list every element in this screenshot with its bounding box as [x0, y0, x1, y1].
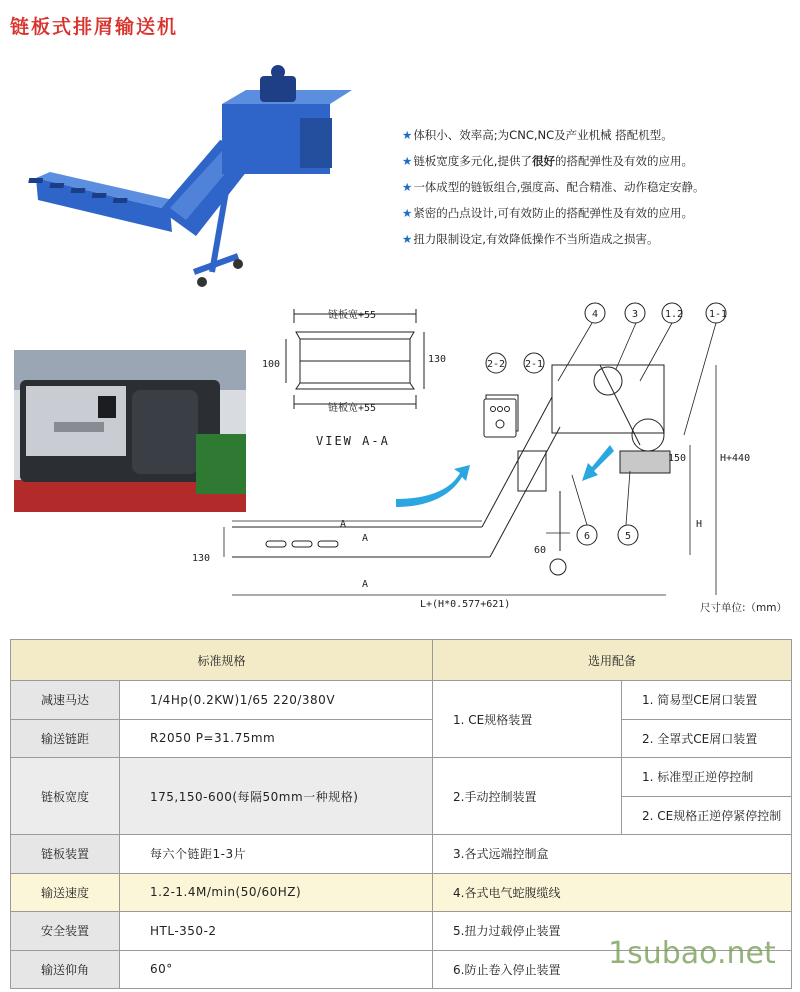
view-a-a-section — [286, 309, 424, 409]
row-value: 1.2-1.4M/min(50/60HZ) — [120, 873, 433, 912]
row-value: R2050 P=31.75mm — [120, 719, 433, 758]
table-row — [11, 719, 792, 758]
side-view — [232, 365, 670, 575]
dim-a-bottom: A — [362, 579, 369, 590]
return-flow-arrow — [582, 445, 614, 481]
right-height-dim: 130 — [428, 354, 447, 365]
row-value: 1/4Hp(0.2KW)1/65 220/380V — [120, 681, 433, 720]
chip-flow-arrow — [396, 465, 470, 507]
dim-h440: H+440 — [720, 453, 751, 464]
dim-150: 150 — [668, 453, 687, 464]
dim-h: H — [696, 519, 703, 530]
callout-1-2: 1.2 — [665, 309, 684, 320]
row-label: 输送仰角 — [11, 950, 120, 989]
row-label: 输送速度 — [11, 873, 120, 912]
row-value: 60° — [120, 950, 433, 989]
row-label: 安全装置 — [11, 912, 120, 951]
row-label: 链板宽度 — [11, 758, 120, 835]
table-row — [11, 758, 792, 797]
dim-a-mid: A — [362, 533, 369, 544]
feature-item: ★链板宽度多元化,提供了很好的搭配弹性及有效的应用。 — [402, 154, 693, 168]
callout-6: 6 — [584, 531, 591, 542]
suboption-cell: 2. CE规格正逆停紧停控制 — [622, 796, 792, 835]
row-label: 输送链距 — [11, 719, 120, 758]
conveyor-photo — [0, 60, 400, 290]
row-label: 减速马达 — [11, 681, 120, 720]
table-row — [11, 873, 792, 912]
row-value: HTL-350-2 — [120, 912, 433, 951]
callout-2-1: 2-1 — [525, 359, 544, 370]
view-label: VIEW A-A — [316, 434, 390, 448]
header-options: 选用配备 — [433, 640, 792, 681]
option-cell: 4.各式电气蛇腹缆线 — [433, 873, 792, 912]
page-title: 链板式排屑输送机 — [10, 16, 179, 38]
dim-60: 60 — [534, 545, 547, 556]
option-cell: 6.防止卷入停止装置 — [433, 950, 792, 989]
unit-label: 尺寸单位:（mm） — [700, 602, 787, 614]
technical-drawing — [160, 295, 800, 625]
table-header — [11, 640, 792, 681]
top-width-dim: 链板宽+55 — [328, 310, 377, 321]
bottom-width-dim: 链板宽+55 — [328, 403, 377, 414]
callout-1-1: 1-1 — [709, 309, 728, 320]
suboption-cell: 1. 简易型CE屑口装置 — [622, 681, 792, 720]
feature-item: ★一体成型的链钣组合,强度高、配合精准、动作稳定安静。 — [402, 180, 705, 194]
callout-4: 4 — [592, 309, 599, 320]
feature-list — [402, 122, 794, 252]
callout-3: 3 — [632, 309, 639, 320]
left-height-dim: 100 — [262, 359, 281, 370]
callout-2-2: 2-2 — [487, 359, 506, 370]
control-box — [484, 399, 516, 437]
row-value: 每六个链距1-3片 — [120, 835, 433, 874]
dim-130: 130 — [192, 553, 211, 564]
option-cell: 2.手动控制装置 — [433, 758, 622, 835]
watermark: 1subao.net — [608, 936, 776, 971]
row-label: 链板装置 — [11, 835, 120, 874]
option-cell: 1. CE规格装置 — [433, 681, 622, 758]
table-row — [11, 835, 792, 874]
suboption-cell: 1. 标准型正逆停控制 — [622, 758, 792, 797]
option-cell: 3.各式远端控制盒 — [433, 835, 792, 874]
feature-item: ★扭力限制设定,有效降低操作不当所造成之损害。 — [402, 232, 659, 246]
option-cell: 5.扭力过载停止装置 — [433, 912, 792, 951]
feature-item: ★紧密的凸点设计,可有效防止的搭配弹性及有效的应用。 — [402, 206, 693, 220]
header-standard: 标准规格 — [11, 640, 433, 681]
callout-5: 5 — [625, 531, 632, 542]
table-row — [11, 681, 792, 720]
suboption-cell: 2. 全罩式CE屑口装置 — [622, 719, 792, 758]
row-value: 175,150-600(每隔50mm一种规格) — [120, 758, 433, 835]
dim-length: L+(H*0.577+621) — [420, 599, 511, 610]
dim-a-top: A — [340, 519, 347, 530]
feature-item: ★体积小、效率高;为CNC,NC及产业机械 搭配机型。 — [402, 128, 673, 142]
